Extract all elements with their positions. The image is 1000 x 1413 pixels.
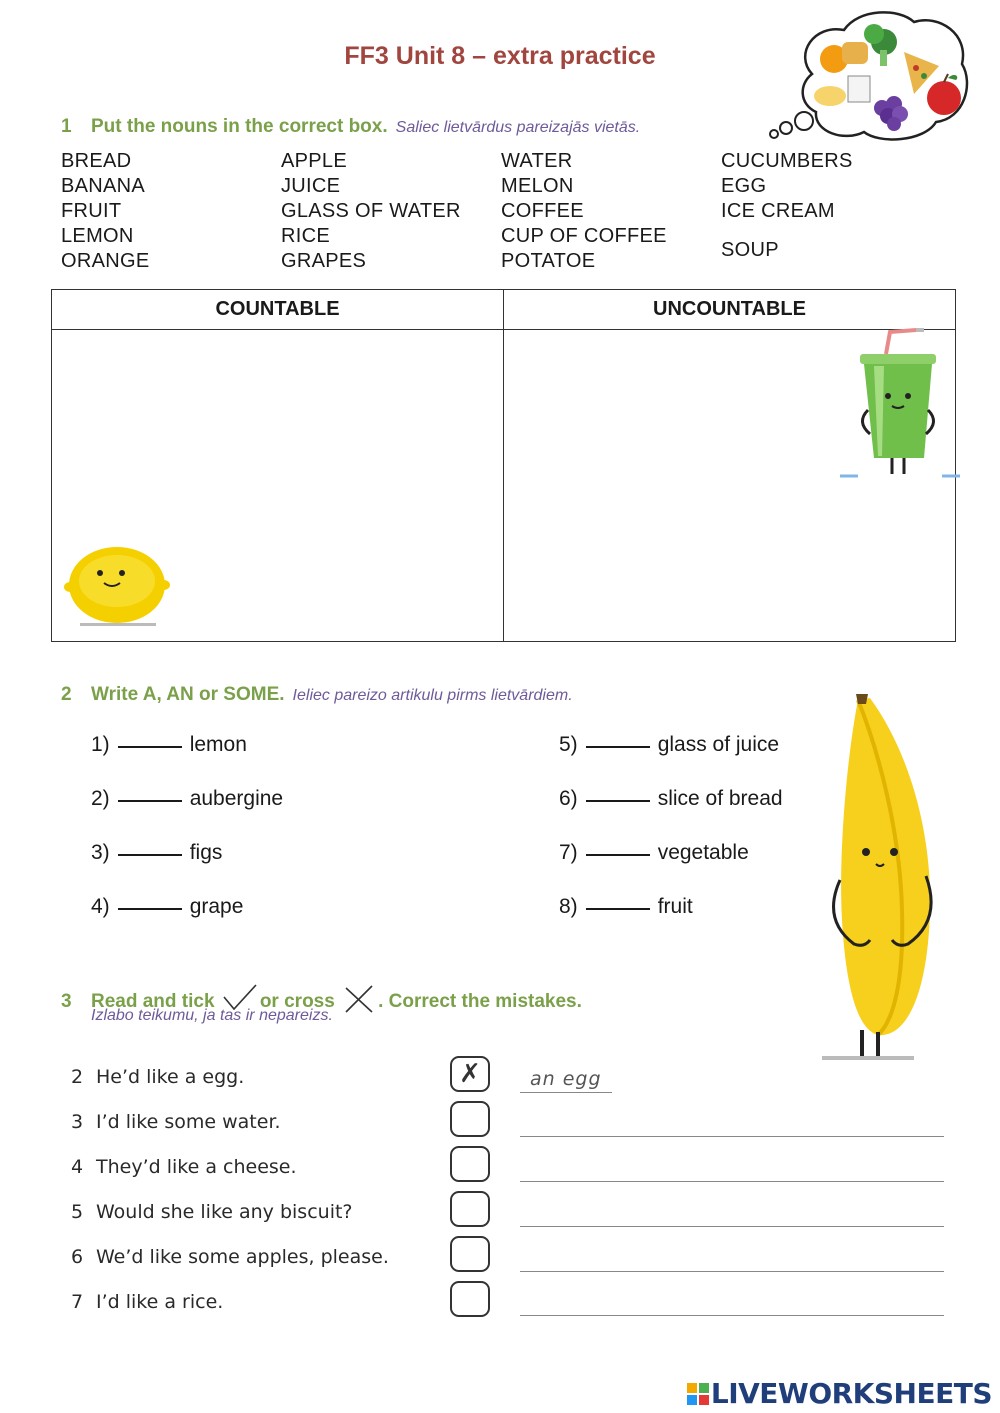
- noun-item[interactable]: WATER: [501, 150, 573, 172]
- correction-line[interactable]: [520, 1315, 944, 1316]
- liveworksheets-logo: [687, 1377, 992, 1410]
- uncountable-header: UNCOUNTABLE: [504, 290, 956, 330]
- noun-item[interactable]: BANANA: [61, 175, 146, 197]
- item-text: grape: [189, 895, 244, 918]
- item-number: 2: [71, 1066, 84, 1088]
- item-number: 4): [91, 895, 110, 918]
- fill-item: [559, 787, 783, 811]
- noun-item[interactable]: COFFEE: [501, 200, 584, 222]
- noun-item[interactable]: ORANGE: [61, 250, 150, 272]
- sentence-item: [71, 1291, 223, 1313]
- noun-item[interactable]: POTATOE: [501, 250, 596, 272]
- tick-cross-box[interactable]: [450, 1236, 490, 1272]
- exercise-number: 2: [61, 684, 72, 705]
- item-number: 5: [71, 1201, 84, 1223]
- sentence-text: They’d like a cheese.: [96, 1156, 297, 1178]
- noun-item[interactable]: CUCUMBERS: [721, 150, 853, 172]
- noun-item[interactable]: SOUP: [721, 239, 779, 261]
- noun-item[interactable]: FRUIT: [61, 200, 122, 222]
- fill-item: [91, 733, 247, 757]
- answer-blank[interactable]: [118, 746, 182, 748]
- correction-text: an egg: [530, 1068, 602, 1090]
- exercise-instruction: . Correct the mistakes.: [378, 991, 582, 1012]
- item-text: slice of bread: [657, 787, 783, 810]
- fill-item: [559, 841, 749, 865]
- answer-blank[interactable]: [118, 908, 182, 910]
- exercise-instruction-latvian: Saliec lietvārdus pareizajās vietās.: [395, 119, 641, 136]
- fill-item: [559, 895, 693, 919]
- exercise-instruction-latvian: Izlabo teikumu, ja tas ir nepareizs.: [91, 1007, 333, 1024]
- item-number: 3): [91, 841, 110, 864]
- tick-cross-box[interactable]: [450, 1191, 490, 1227]
- item-number: 8): [559, 895, 578, 918]
- exercise-number: 3: [61, 991, 72, 1012]
- sentence-item: [71, 1066, 244, 1088]
- fill-item: [91, 787, 283, 811]
- noun-word-bank: [61, 150, 941, 280]
- sentence-text: I’d like some water.: [96, 1111, 281, 1133]
- exercise-instruction: Put the nouns in the correct box.: [91, 116, 388, 137]
- sentence-text: We’d like some apples, please.: [96, 1246, 389, 1268]
- noun-item[interactable]: JUICE: [281, 175, 341, 197]
- item-number: 1): [91, 733, 110, 756]
- answer-blank[interactable]: [586, 746, 650, 748]
- answer-blank[interactable]: [118, 854, 182, 856]
- item-number: 3: [71, 1111, 84, 1133]
- fill-item: [91, 841, 222, 865]
- answer-blank[interactable]: [586, 908, 650, 910]
- item-number: 7: [71, 1291, 84, 1313]
- tick-cross-box[interactable]: [450, 1281, 490, 1317]
- fill-item: [91, 895, 243, 919]
- exercise-2-heading: [61, 684, 573, 706]
- noun-item[interactable]: LEMON: [61, 225, 134, 247]
- sentence-text: Would she like any biscuit?: [96, 1201, 353, 1223]
- exercise-instruction: Read and tick: [91, 991, 215, 1012]
- noun-item[interactable]: EGG: [721, 175, 767, 197]
- noun-item[interactable]: BREAD: [61, 150, 132, 172]
- noun-item[interactable]: RICE: [281, 225, 330, 247]
- tick-cross-box[interactable]: [450, 1101, 490, 1137]
- correction-line[interactable]: [520, 1226, 944, 1227]
- sentence-text: He’d like a egg.: [96, 1066, 245, 1088]
- banana-character-illustration: [818, 690, 940, 1064]
- item-text: glass of juice: [657, 733, 780, 756]
- sentence-item: [71, 1111, 281, 1133]
- exercise-instruction: or cross: [259, 991, 335, 1012]
- correction-line[interactable]: [520, 1271, 944, 1272]
- fill-item: [559, 733, 779, 757]
- item-text: vegetable: [657, 841, 749, 864]
- noun-item[interactable]: ICE CREAM: [721, 200, 835, 222]
- liveworksheets-grid-icon: [687, 1383, 709, 1405]
- exercise-instruction: Write A, AN or SOME.: [91, 684, 285, 705]
- noun-item[interactable]: MELON: [501, 175, 574, 197]
- noun-item[interactable]: GRAPES: [281, 250, 367, 272]
- sorting-table: [51, 289, 956, 642]
- brand-name: LIVEWORKSHEETS: [710, 1377, 992, 1410]
- noun-item[interactable]: GLASS OF WATER: [281, 200, 461, 222]
- item-text: fruit: [657, 895, 693, 918]
- noun-item[interactable]: CUP OF COFFEE: [501, 225, 667, 247]
- answer-blank[interactable]: [118, 800, 182, 802]
- item-number: 4: [71, 1156, 84, 1178]
- food-thought-bubble-illustration: [764, 4, 974, 146]
- item-number: 2): [91, 787, 110, 810]
- item-number: 7): [559, 841, 578, 864]
- cross-icon: [342, 984, 376, 1014]
- exercise-instruction-latvian: Ieliec pareizo artikulu pirms lietvārdiem.: [292, 687, 573, 704]
- item-number: 5): [559, 733, 578, 756]
- exercise-number: 1: [61, 116, 72, 137]
- item-text: aubergine: [189, 787, 284, 810]
- exercise-1-heading: [61, 116, 640, 138]
- answer-blank[interactable]: [586, 854, 650, 856]
- sentence-item: [71, 1156, 297, 1178]
- correction-line[interactable]: [520, 1092, 612, 1093]
- item-number: 6): [559, 787, 578, 810]
- page-title: FF3 Unit 8 – extra practice: [344, 42, 656, 70]
- lemon-character-illustration: [62, 543, 172, 629]
- item-text: figs: [189, 841, 223, 864]
- sentence-item: [71, 1246, 389, 1268]
- countable-header: COUNTABLE: [52, 290, 504, 330]
- item-text: lemon: [189, 733, 247, 756]
- sentence-item: [71, 1201, 353, 1223]
- noun-item[interactable]: APPLE: [281, 150, 347, 172]
- item-number: 6: [71, 1246, 84, 1268]
- tick-cross-box[interactable]: ✗: [450, 1056, 490, 1092]
- tick-cross-box[interactable]: [450, 1146, 490, 1182]
- answer-blank[interactable]: [586, 800, 650, 802]
- correction-line[interactable]: [520, 1181, 944, 1182]
- sentence-text: I’d like a rice.: [96, 1291, 224, 1313]
- juice-cup-character-illustration: [838, 326, 962, 480]
- correction-line[interactable]: [520, 1136, 944, 1137]
